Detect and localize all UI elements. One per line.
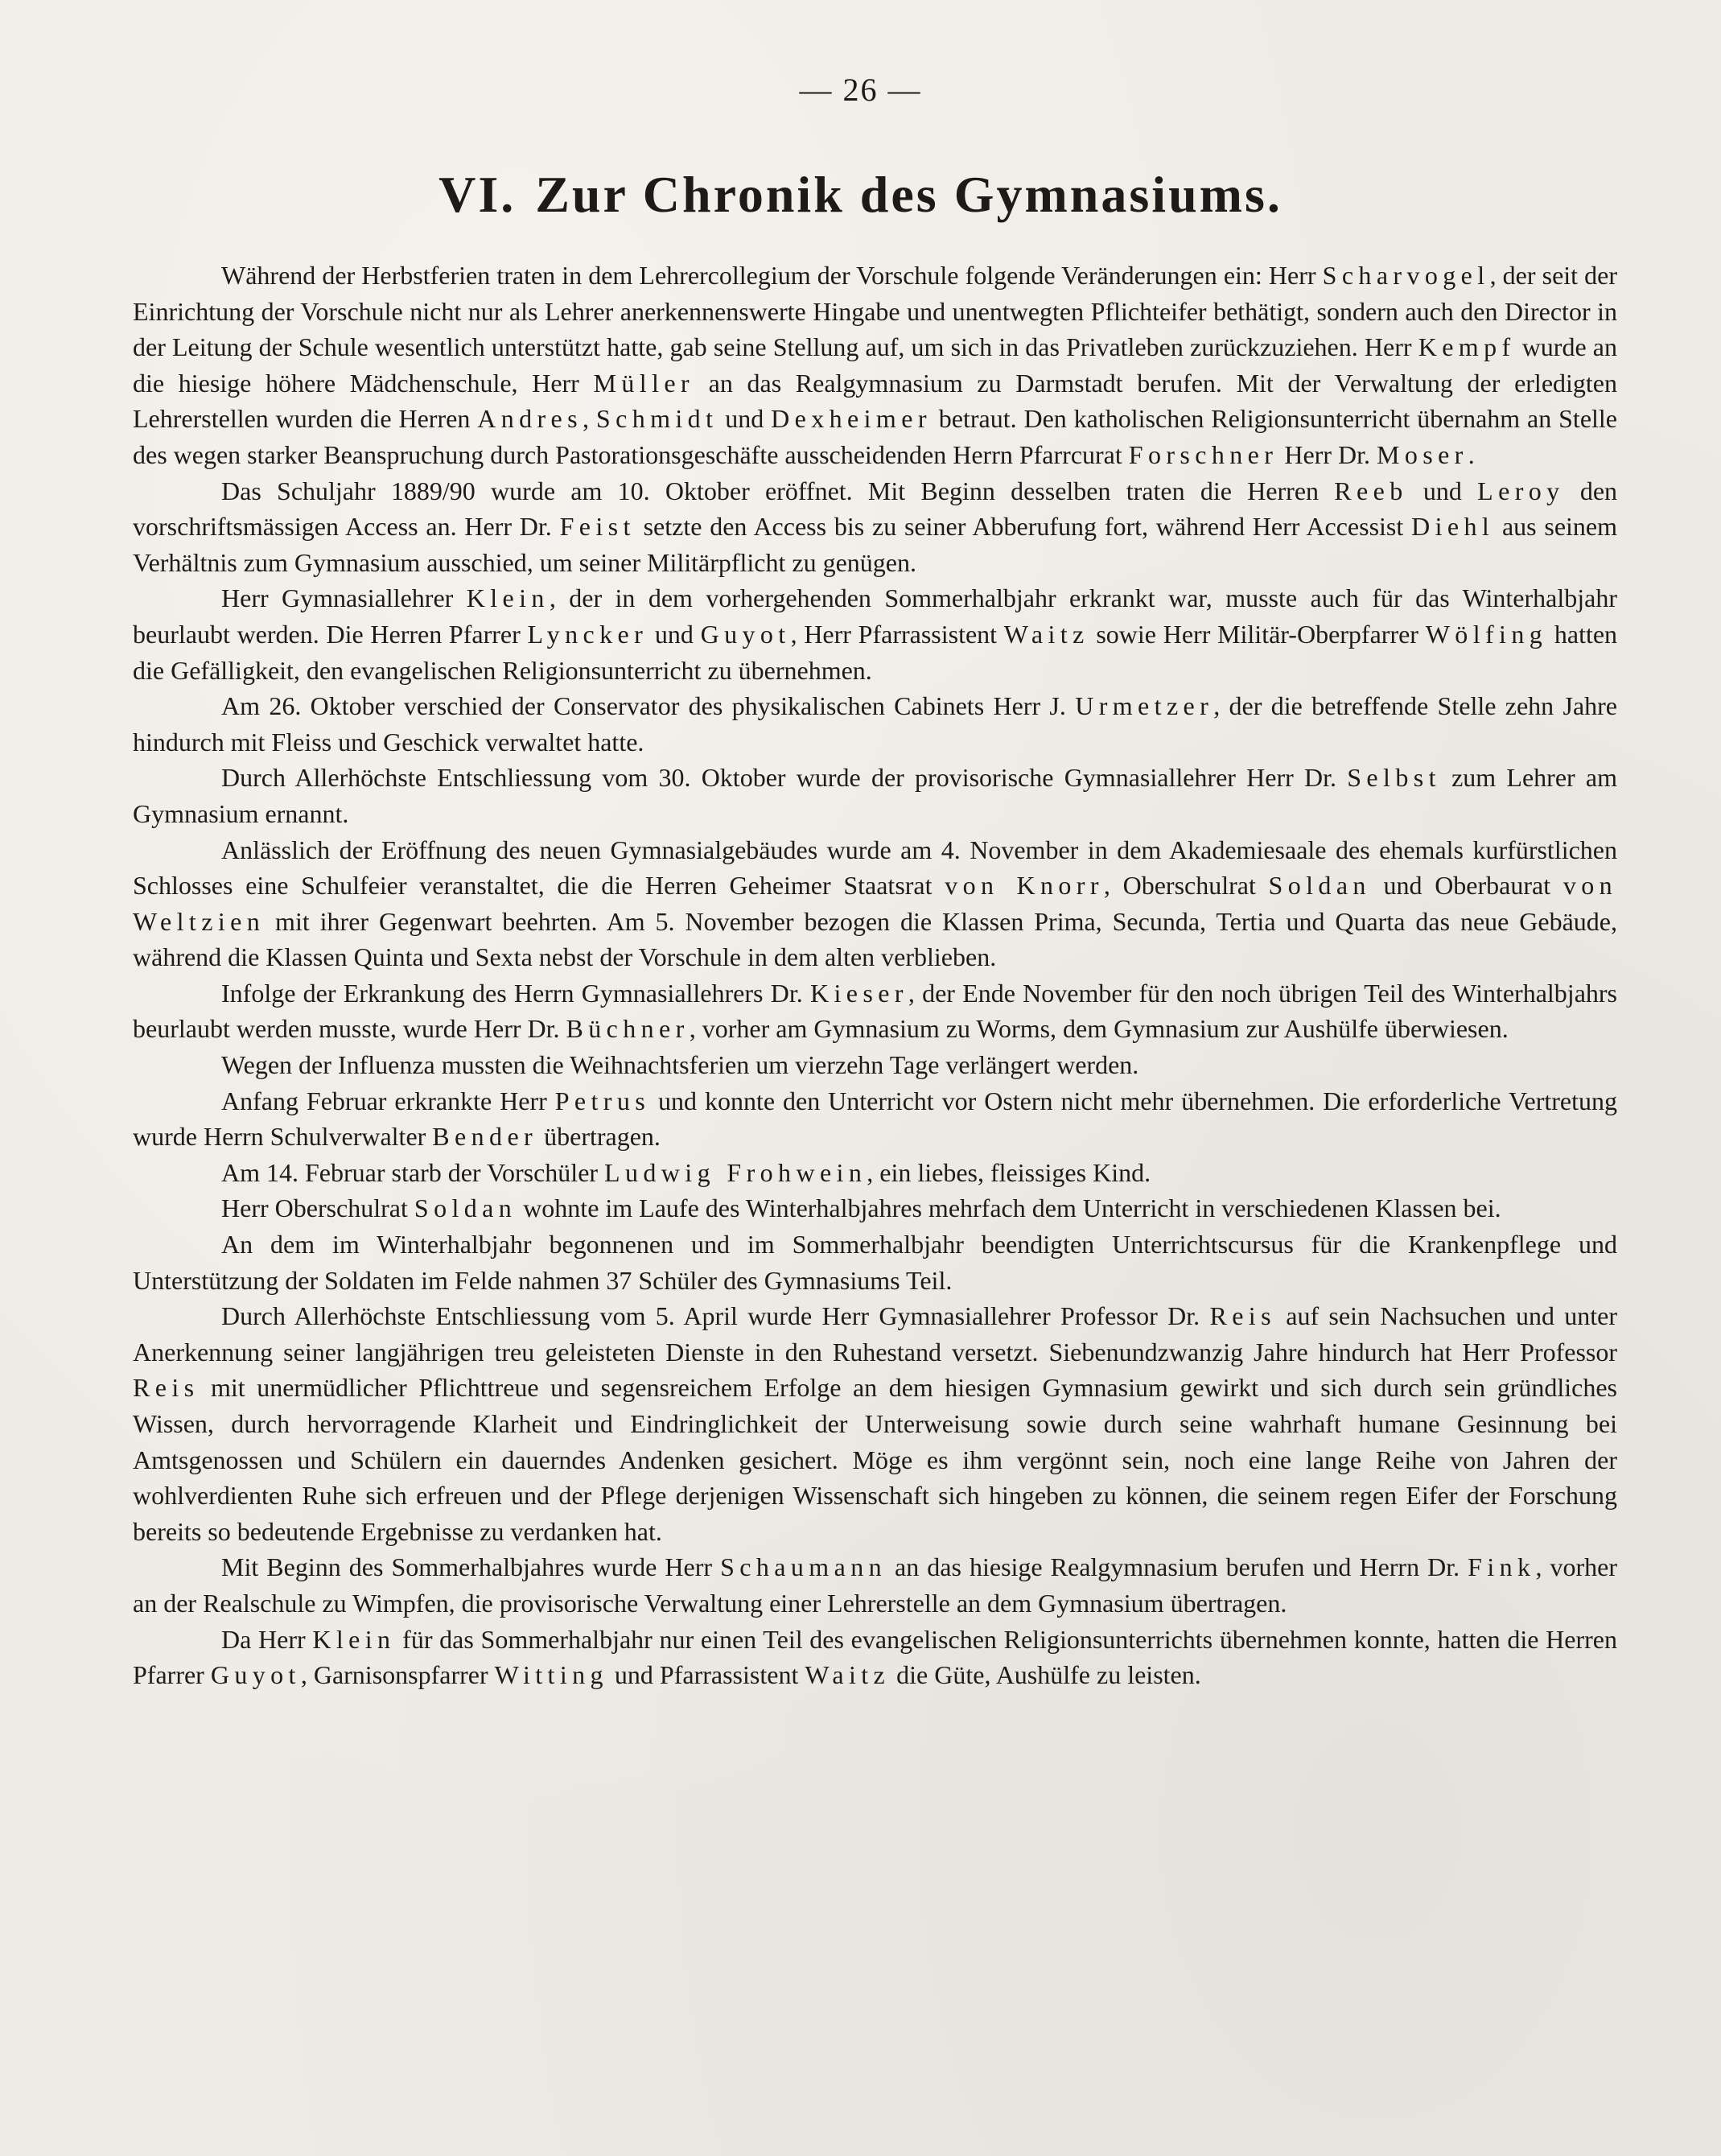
spaced-name: Witting — [494, 1660, 608, 1690]
spaced-name: Kempf — [1418, 332, 1516, 362]
text-run: Anfang Februar erkrankte Herr — [221, 1086, 555, 1115]
text-run: Anlässlich der Eröffnung des neuen Gymnasialgebäudes wurde am 4. November in dem Akademiesaale des ehemals kurfürstlichen Schlosses eine Schulfeier veranstaltet, die die Herren Geheimer Staatsrat — [133, 835, 1617, 901]
text-run: Das Schuljahr 1889/90 wurde am 10. Oktober eröffnet. Mit Beginn desselben traten die Herren — [221, 476, 1335, 505]
spaced-name: Petrus — [554, 1086, 651, 1115]
text-run: an das hiesige Realgymnasium berufen und Herrn Dr. — [887, 1552, 1468, 1582]
text-run: und — [1407, 476, 1478, 505]
text-run: , ein liebes, fleissiges Kind. — [867, 1157, 1151, 1187]
spaced-name: Müller — [593, 368, 694, 398]
text-run: Mit Beginn des Sommerhalbjahres wurde Herr — [221, 1552, 721, 1582]
spaced-name: Ludwig Frohwein — [604, 1157, 867, 1187]
text-run: , der seit der Einrichtung der Vorschule nicht nur als Lehrer anerkennenswerte Hingabe und unentwegten Pflichteifer bethätigt, sondern auch den Director in der Leitung der Schule wesentlich unterstützt hatte, gab seine Stellung auf, um sich in das Privatleben zurückzuziehen. Herr — [133, 261, 1618, 362]
spaced-name: Wölfing — [1425, 619, 1548, 649]
spaced-name: Andres — [477, 404, 583, 434]
spaced-name: Fink — [1468, 1552, 1536, 1582]
spaced-name: Reeb — [1334, 476, 1408, 505]
text-run: Herr Oberschulrat — [221, 1193, 414, 1223]
chronicle-paragraph — [133, 1622, 1617, 1693]
text-run: mit unermüdlicher Pflichttreue und segensreichem Erfolge an dem hiesigen Gymnasium gewirkt und sich durch sein gründliches Wissen, durch hervorragende Klarheit und Eindringlichkeit der Unterweisung sowie durch seine wahrhaft humane Gesinnung bei Amtsgenossen und Schülern ein dauerndes Andenken gesichert. Möge es ihm vergönnt sein, noch eine lange Reihe von Jahren der wohlverdienten Ruhe sich erfreuen und der Pflege derjenigen Wissenschaft sich hingeben zu können, die seinem regen Eifer der Forschung bereits so bedeutende Ergebnisse zu verdanken hat. — [133, 1373, 1617, 1546]
text-run: . — [1468, 439, 1475, 469]
text-run: den vorschriftsmässigen Access an. Herr Dr. — [133, 476, 1618, 542]
chronicle-paragraph — [133, 1226, 1617, 1298]
text-run: betraut. Den katholischen Religionsunterricht übernahm an Stelle des wegen starker Beanspruchung durch Pastorationsgeschäfte ausscheidenden Herrn Pfarrcurat — [133, 404, 1617, 469]
page-number: — 26 — — [799, 72, 922, 108]
text-run: die Güte, Aushülfe zu leisten. — [890, 1660, 1201, 1690]
spaced-name: Diehl — [1411, 512, 1495, 542]
text-run: Während der Herbstferien traten in dem Lehrercollegium der Vorschule folgende Veränderungen ein: Herr — [221, 261, 1323, 290]
chronicle-paragraph — [133, 1549, 1617, 1621]
text-run: für das Sommerhalbjahr nur einen Teil des evangelischen Religionsunterrichts übernehmen konnte, hatten die Herren Pfarrer — [133, 1624, 1618, 1690]
chapter-title — [0, 165, 1721, 225]
text-run: zum Lehrer am Gymnasium ernannt. — [133, 763, 1618, 828]
chronicle-paragraph — [133, 760, 1617, 831]
spaced-name: Soldan — [1268, 871, 1371, 901]
text-run: Herr Gymnasiallehrer — [221, 583, 467, 613]
text-run: setzte den Access bis zu seiner Abberufung fort, während Herr Accessist — [635, 512, 1412, 542]
text-run: aus seinem Verhältnis zum Gymnasium ausschied, um seiner Militärpflicht zu genügen. — [133, 512, 1618, 577]
chronicle-body — [133, 258, 1617, 1693]
text-run: Am 26. Oktober verschied der Conservator des physikalischen Cabinets Herr J. — [221, 691, 1076, 721]
spaced-name: Forschner — [1128, 439, 1278, 469]
text-run: Am 14. Februar starb der Vorschüler — [221, 1157, 605, 1187]
spaced-name: Urmetzer — [1075, 691, 1214, 721]
text-run: auf sein Nachsuchen und unter Anerkennung seiner langjährigen treu geleisteten Dienste in den Ruhestand versetzt. Siebenundzwanzig Jahre hindurch hat Herr Professor — [133, 1301, 1618, 1367]
chapter-heading: Zur Chronik des Gymnasiums. — [535, 166, 1283, 223]
text-run: Durch Allerhöchste Entschliessung vom 5. April wurde Herr Gymnasiallehrer Professor Dr. — [221, 1301, 1210, 1331]
spaced-name: Guyot — [210, 1660, 301, 1690]
spaced-name: Klein — [312, 1624, 396, 1654]
chronicle-paragraph — [133, 580, 1617, 688]
text-run: , vorher am Gymnasium zu Worms, dem Gymnasium zur Aushülfe überwiesen. — [689, 1014, 1509, 1044]
text-run: Herr Dr. — [1278, 439, 1377, 469]
spaced-name: Leroy — [1477, 476, 1565, 505]
text-run: , Oberschulrat — [1103, 871, 1269, 901]
text-run: Infolge der Erkrankung des Herrn Gymnasiallehrers Dr. — [221, 978, 810, 1008]
chronicle-paragraph — [133, 258, 1617, 473]
chronicle-paragraph — [133, 688, 1617, 760]
text-run: und Pfarrassistent — [607, 1660, 805, 1690]
spaced-name: Soldan — [414, 1193, 517, 1223]
spaced-name: von Knorr — [945, 871, 1104, 901]
chronicle-paragraph — [133, 975, 1617, 1047]
spaced-name: Waitz — [1003, 619, 1089, 649]
spaced-name: Scharvogel — [1322, 261, 1490, 290]
spaced-name: Guyot — [700, 619, 791, 649]
chronicle-paragraph — [133, 1155, 1617, 1191]
spaced-name: Büchner — [566, 1014, 690, 1044]
text-run: mit ihrer Gegenwart beehrten. Am 5. November bezogen die Klassen Prima, Secunda, Tertia und Quarta das neue Gebäude, während die Klassen Quinta und Sexta nebst der Vorschule in dem alten verblieben. — [133, 906, 1617, 972]
text-run: und konnte den Unterricht vor Ostern nicht mehr übernehmen. Die erforderliche Vertretung wurde Herrn Schulverwalter — [133, 1086, 1618, 1152]
text-run: an das Realgymnasium zu Darmstadt berufen. Mit der Verwaltung der erledigten Lehrerstellen wurden die Herren — [133, 368, 1618, 434]
chronicle-paragraph — [133, 1047, 1617, 1083]
spaced-name: Schmidt — [595, 404, 718, 434]
text-run: , Herr Pfarrassistent — [790, 619, 1004, 649]
spaced-name: Selbst — [1347, 763, 1441, 793]
text-run: und — [718, 404, 772, 434]
text-run: sowie Herr Militär-Oberpfarrer — [1089, 619, 1426, 649]
spaced-name: Feist — [559, 512, 636, 542]
spaced-name: Reis — [133, 1373, 200, 1403]
text-run: , Garnisonspfarrer — [300, 1660, 495, 1690]
spaced-name: Kieser — [809, 978, 908, 1008]
chronicle-paragraph — [133, 1083, 1617, 1155]
text-run: Wegen der Influenza mussten die Weihnachtsferien um vierzehn Tage verlängert werden. — [221, 1050, 1139, 1080]
text-run: und Oberbaurat — [1370, 871, 1563, 901]
text-run: An dem im Winterhalbjahr begonnenen und im Sommerhalbjahr beendigten Unterrichtscursus für die Krankenpflege und Unterstützung der Soldaten im Felde nahmen 37 Schüler des Gymnasiums Teil. — [133, 1230, 1617, 1295]
spaced-name: Lyncker — [527, 619, 648, 649]
text-run: wohnte im Laufe des Winterhalbjahres mehrfach dem Unterricht in verschiedenen Klassen bei. — [517, 1193, 1501, 1223]
spaced-name: Bender — [432, 1122, 538, 1152]
spaced-name: Klein — [466, 583, 550, 613]
text-run: , vorher an der Realschule zu Wimpfen, die provisorische Verwaltung einer Lehrerstelle an dem Gymnasium übertragen. — [133, 1552, 1618, 1618]
text-run: Da Herr — [221, 1624, 313, 1654]
spaced-name: Dexheimer — [771, 404, 932, 434]
chapter-number: VI. — [438, 166, 517, 223]
chronicle-paragraph — [133, 1190, 1617, 1226]
text-run: übertragen. — [537, 1122, 661, 1152]
spaced-name: von Weltzien — [133, 871, 1618, 936]
text-run: und — [648, 619, 701, 649]
spaced-name: Moser — [1376, 439, 1468, 469]
text-run: , der in dem vorhergehenden Sommerhalbjahr erkrankt war, musste auch für das Winterhalbjahr beurlaubt werden. Die Herren Pfarrer — [133, 583, 1618, 649]
text-run: , der die betreffende Stelle zehn Jahre hindurch mit Fleiss und Geschick verwaltet hatte. — [133, 691, 1618, 756]
chronicle-paragraph — [133, 832, 1617, 975]
spaced-name: Schaumann — [720, 1552, 887, 1582]
text-run: , — [583, 404, 596, 434]
chronicle-paragraph — [133, 1298, 1617, 1549]
chronicle-paragraph — [133, 473, 1617, 581]
text-run: wurde an die hiesige höhere Mädchenschule, Herr — [133, 332, 1618, 398]
text-run: hatten die Gefälligkeit, den evangelischen Religionsunterricht zu übernehmen. — [133, 619, 1618, 685]
spaced-name: Waitz — [805, 1660, 891, 1690]
text-run: Durch Allerhöchste Entschliessung vom 30. Oktober wurde der provisorische Gymnasiallehrer Herr Dr. — [221, 763, 1348, 793]
text-run: , der Ende November für den noch übrigen Teil des Winterhalbjahrs beurlaubt werden musste, wurde Herr Dr. — [133, 978, 1618, 1044]
spaced-name: Reis — [1209, 1301, 1276, 1331]
